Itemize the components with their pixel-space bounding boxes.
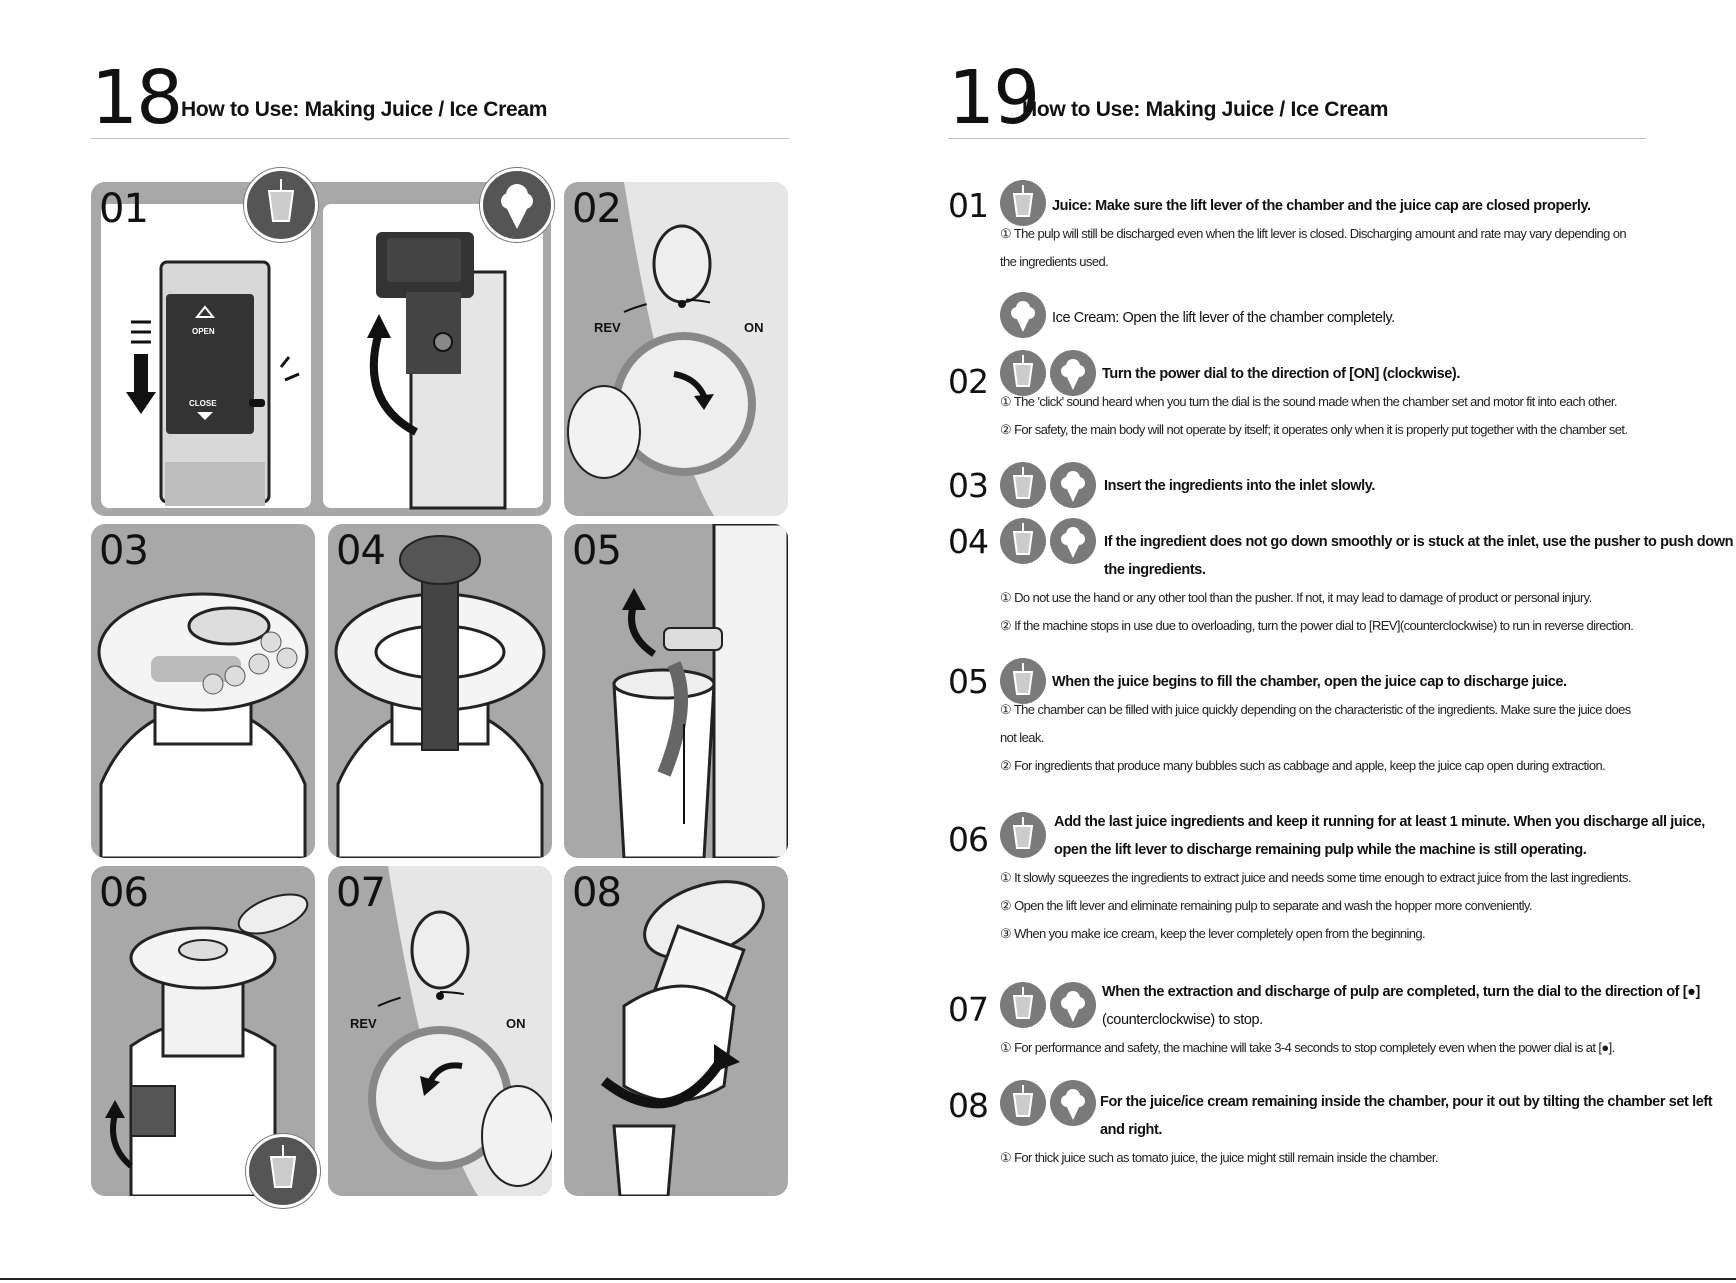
page-title: How to Use: Making Juice / Ice Cream xyxy=(1022,98,1389,121)
instruction-step-07 xyxy=(948,978,1700,1068)
illustration-panel-07 xyxy=(328,866,552,1196)
step-number: 03 xyxy=(99,528,148,574)
illustration-panel-03 xyxy=(91,524,315,858)
juice-cup-icon xyxy=(1000,462,1046,508)
instruction-text: Turn the power dial to the direction of [ON] (clockwise). xyxy=(1102,366,1460,382)
bottom-rule xyxy=(0,1278,1736,1280)
juice-cap-illustration xyxy=(564,524,788,858)
ice-cream-cone-icon xyxy=(1050,518,1096,564)
pusher-illustration xyxy=(328,524,552,858)
step-number: 01 xyxy=(948,186,988,225)
instruction-note: ① It slowly squeezes the ingredients to extract juice and needs some time enough to extract juice from the last ingredients. xyxy=(1000,870,1631,885)
instruction-step-05 xyxy=(948,658,1668,778)
illustration-panel-01 xyxy=(91,182,551,516)
instruction-text: When the extraction and discharge of pulp are completed, turn the dial to the direction of [●] xyxy=(1102,984,1700,1000)
ice-cream-cone-icon xyxy=(480,168,554,242)
instruction-note: ① For performance and safety, the machine will take 3-4 seconds to stop completely even when the power dial is at [●]. xyxy=(1000,1040,1615,1055)
instruction-text: Insert the ingredients into the inlet slowly. xyxy=(1104,478,1375,494)
close-label: CLOSE xyxy=(189,399,217,408)
instruction-text: (counterclockwise) to stop. xyxy=(1102,1012,1263,1028)
illustration-panel-08 xyxy=(564,866,788,1196)
instruction-step-02 xyxy=(948,350,1668,440)
ice-cream-cone-icon xyxy=(1050,1080,1096,1126)
ice-cream-cone-icon xyxy=(1050,982,1096,1028)
illustration-panel-02 xyxy=(564,182,788,516)
page-title: How to Use: Making Juice / Ice Cream xyxy=(181,98,548,121)
instruction-note: ② For ingredients that produce many bubbles such as cabbage and apple, keep the juice cap open during extraction. xyxy=(1000,758,1606,773)
rev-label: REV xyxy=(350,1016,377,1031)
step-number: 08 xyxy=(572,870,621,916)
power-dial-illustration xyxy=(564,182,788,516)
instruction-note: the ingredients used. xyxy=(1000,254,1109,269)
ice-cream-cone-icon xyxy=(1050,462,1096,508)
juice-cup-icon xyxy=(1000,1080,1046,1126)
right-page-header xyxy=(948,55,1646,141)
instruction-note: ① Do not use the hand or any other tool than the pusher. If not, it may lead to damage of product or personal injury. xyxy=(1000,590,1592,605)
step-number: 05 xyxy=(948,662,988,701)
step-number: 06 xyxy=(99,870,148,916)
instruction-step-06 xyxy=(948,808,1705,948)
instruction-note: ② Open the lift lever and eliminate remaining pulp to separate and wash the hopper more conveniently. xyxy=(1000,898,1532,913)
instruction-note: not leak. xyxy=(1000,730,1044,745)
juice-cup-icon xyxy=(1000,812,1046,858)
step-number: 04 xyxy=(948,522,988,561)
instruction-note: ① The chamber can be filled with juice quickly depending on the characteristic of the ingredients. Make sure the juice does xyxy=(1000,702,1631,717)
step-number: 07 xyxy=(948,990,988,1029)
instruction-step-01 xyxy=(948,178,1668,328)
step-number: 07 xyxy=(336,870,385,916)
instruction-note: ① The 'click' sound heard when you turn the dial is the sound made when the chamber set and motor fit into each other. xyxy=(1000,394,1617,409)
left-page-header xyxy=(91,55,789,141)
instruction-note: ① The pulp will still be discharged even when the lift lever is closed. Discharging amount and rate may vary depending on xyxy=(1000,226,1627,241)
on-label: ON xyxy=(506,1016,526,1031)
illustration-panel-05 xyxy=(564,524,788,858)
juice-cup-icon xyxy=(1000,982,1046,1028)
instruction-step-04 xyxy=(948,518,1734,638)
step-number: 03 xyxy=(948,466,988,505)
instruction-step-08 xyxy=(948,1080,1713,1176)
instruction-text: and right. xyxy=(1100,1122,1163,1138)
instruction-text: the ingredients. xyxy=(1104,562,1206,578)
instruction-text: open the lift lever to discharge remaining pulp while the machine is still operating. xyxy=(1054,842,1587,858)
illustration-panel-04 xyxy=(328,524,552,858)
instruction-text: Ice Cream: Open the lift lever of the chamber completely. xyxy=(1052,310,1395,326)
step-number: 01 xyxy=(99,186,148,232)
step-number: 04 xyxy=(336,528,385,574)
instruction-note: ② For safety, the main body will not operate by itself; it operates only when it is properly put together with the chamber set. xyxy=(1000,422,1628,437)
instruction-note: ③ When you make ice cream, keep the lever completely open from the beginning. xyxy=(1000,926,1426,941)
instruction-note: ② If the machine stops in use due to overloading, turn the power dial to [REV](counterclockwise) to run in reverse direction. xyxy=(1000,618,1634,633)
ice-cream-cone-icon xyxy=(1000,292,1046,338)
instruction-text: If the ingredient does not go down smoothly or is stuck at the inlet, use the pusher to push down xyxy=(1104,534,1734,550)
page-number: 18 xyxy=(91,55,182,141)
instruction-step-03 xyxy=(948,462,1668,512)
step-number: 08 xyxy=(948,1086,988,1125)
juice-cup-icon xyxy=(246,1134,320,1208)
step-number: 02 xyxy=(572,186,621,232)
juice-cup-icon xyxy=(244,168,318,242)
instruction-text: When the juice begins to fill the chamber, open the juice cap to discharge juice. xyxy=(1052,674,1567,690)
rev-label: REV xyxy=(594,320,621,335)
instruction-note: ① For thick juice such as tomato juice, the juice might still remain inside the chamber. xyxy=(1000,1150,1438,1165)
on-label: ON xyxy=(744,320,764,335)
open-label: OPEN xyxy=(192,327,215,336)
step-number: 02 xyxy=(948,362,988,401)
step-number: 06 xyxy=(948,820,988,859)
instruction-text: For the juice/ice cream remaining inside the chamber, pour it out by tilting the chamber set left xyxy=(1100,1094,1713,1110)
insert-ingredients-illustration xyxy=(91,524,315,858)
step-number: 05 xyxy=(572,528,621,574)
lift-lever-illustration xyxy=(91,182,551,516)
page-number: 19 xyxy=(948,55,1039,141)
juice-cup-icon xyxy=(1000,518,1046,564)
instruction-text: Add the last juice ingredients and keep it running for at least 1 minute. When you discharge all juice, xyxy=(1054,814,1705,830)
instruction-text: Juice: Make sure the lift lever of the chamber and the juice cap are closed properly. xyxy=(1052,198,1591,214)
